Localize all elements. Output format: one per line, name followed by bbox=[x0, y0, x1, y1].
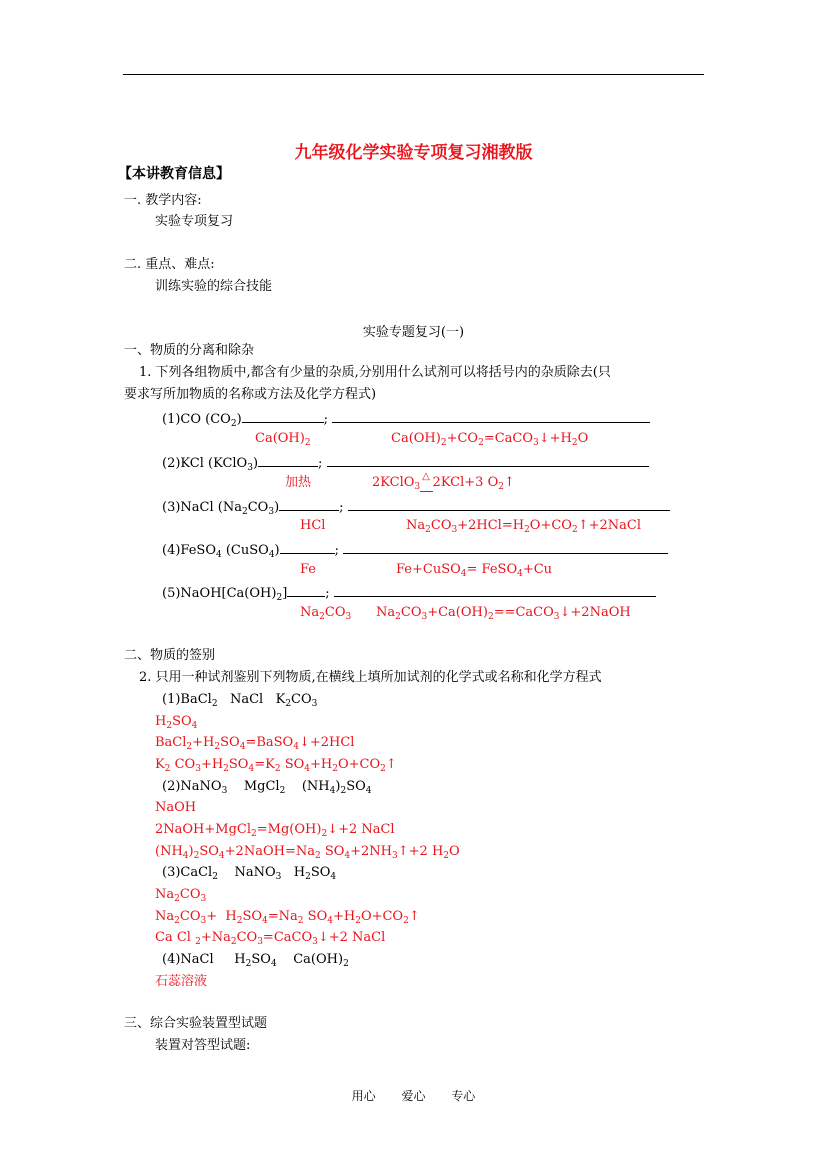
item-answer-equation: Fe+CuSO$_4$= FeSO$_4$+Cu bbox=[396, 562, 553, 579]
section2-content: 训练实验的综合技能 bbox=[155, 279, 273, 294]
info-heading: 【本讲教育信息】 bbox=[118, 166, 230, 182]
page-title: 九年级化学实验专项复习湘教版 bbox=[294, 143, 533, 163]
item-answer-equation: 2KClO$_3$ △ 2KCl+3 $O_2↑$ bbox=[372, 471, 515, 492]
group-prompt: (2)NaNO$_3$ MgCl$_2$ $(NH_4)_2SO_4$ bbox=[162, 779, 372, 796]
item-answer-equation: $Na_2CO_3+2HCl=H_2O+CO_2↑+2NaCl$ bbox=[406, 518, 641, 535]
item-answer-equation: $Na_2CO_3+Ca(OH)_2==CaCO_3↓+2NaOH$ bbox=[376, 605, 631, 622]
part1-heading: 一、物质的分离和除杂 bbox=[124, 343, 255, 358]
group-equation: $Na_2CO_3+ H_2SO_4=Na_2$ $SO_4+H_2O+CO_2↑$ bbox=[155, 909, 420, 926]
group-equation: $BaCl_2+H_2SO_4=BaSO_4↓+2HCl$ bbox=[155, 735, 355, 752]
section1-heading: 一. 教学内容: bbox=[124, 193, 202, 208]
item-prompt: $(5)NaOH[Ca(OH)_2]$ ; bbox=[162, 583, 656, 602]
group-reagent: NaOH bbox=[155, 800, 197, 815]
group-reagent: $H_2SO_4$ bbox=[155, 714, 198, 731]
header-rule bbox=[123, 74, 704, 75]
item-answer-reagent: Fe bbox=[300, 562, 317, 577]
part3-sub: 装置对答型试题: bbox=[155, 1038, 251, 1053]
group-equation: $2NaOH+MgCl_2=Mg(OH)_2↓+2$ NaCl bbox=[155, 822, 395, 839]
part1-question-line1: 1. 下列各组物质中,都含有少量的杂质,分别用什么试剂可以将括号内的杂质除去(只 bbox=[139, 365, 611, 380]
item-answer-reagent: $Ca(OH)_2$ bbox=[255, 431, 311, 448]
part3-heading: 三、综合实验装置型试题 bbox=[124, 1016, 268, 1031]
footer-text: 用心 爱心 专心 bbox=[351, 1089, 476, 1103]
group-prompt: (4)NaCl $H_2SO_4$ $Ca(OH)_2$ bbox=[162, 952, 349, 969]
item-prompt: (3)NaCl $(Na_2CO_3)$ ; bbox=[162, 497, 670, 516]
item-prompt: (4)FeSO$_4$ (CuSO$_4$) ; bbox=[162, 540, 668, 559]
group-reagent: $Na_2CO_3$ bbox=[155, 887, 207, 904]
part1-question-line2: 要求写所加物质的名称或方法及化学方程式) bbox=[124, 387, 377, 402]
group-prompt: (3)CaCl$_2$ NaNO$_3$ $H_2SO_4$ bbox=[162, 865, 337, 882]
group-prompt: (1)BaCl$_2$ NaCl $K_2CO_3$ bbox=[162, 692, 318, 709]
item-prompt: (1)CO $(CO_2)$ ; bbox=[162, 409, 650, 428]
review-title: 实验专题复习(一) bbox=[362, 325, 465, 340]
group-equation: $K_2$ $CO_3+H_2SO_4=K_2$ $SO_4+H_2O+CO_2↑$ bbox=[155, 757, 397, 774]
item-prompt: (2)KCl (KClO$_3$) ; bbox=[162, 453, 649, 472]
part2-heading: 二、物质的签别 bbox=[124, 648, 216, 663]
group-equation: $(NH_4)_2SO_4+2NaOH=Na_2$ $SO_4+2NH_3↑+2$ $H_2O$ bbox=[155, 844, 460, 861]
section2-heading: 二. 重点、难点: bbox=[124, 257, 215, 272]
item-answer-equation: $Ca(OH)_2+CO_2=CaCO_3↓+H_2O$ bbox=[391, 431, 589, 448]
group-reagent: 石蕊溶液 bbox=[155, 974, 208, 989]
section1-content: 实验专项复习 bbox=[155, 214, 234, 229]
item-answer-reagent: 加热 bbox=[285, 475, 312, 490]
part2-question: 2. 只用一种试剂鉴别下列物质,在横线上填所加试剂的化学式或名称和化学方程式 bbox=[139, 670, 602, 685]
item-answer-reagent: $Na_2CO_3$ bbox=[300, 605, 352, 622]
page-footer bbox=[0, 1087, 827, 1104]
group-equation: Ca Cl $_2+Na_2CO_3=CaCO_3↓+2$ NaCl bbox=[155, 930, 386, 947]
item-answer-reagent: HCl bbox=[300, 518, 326, 533]
